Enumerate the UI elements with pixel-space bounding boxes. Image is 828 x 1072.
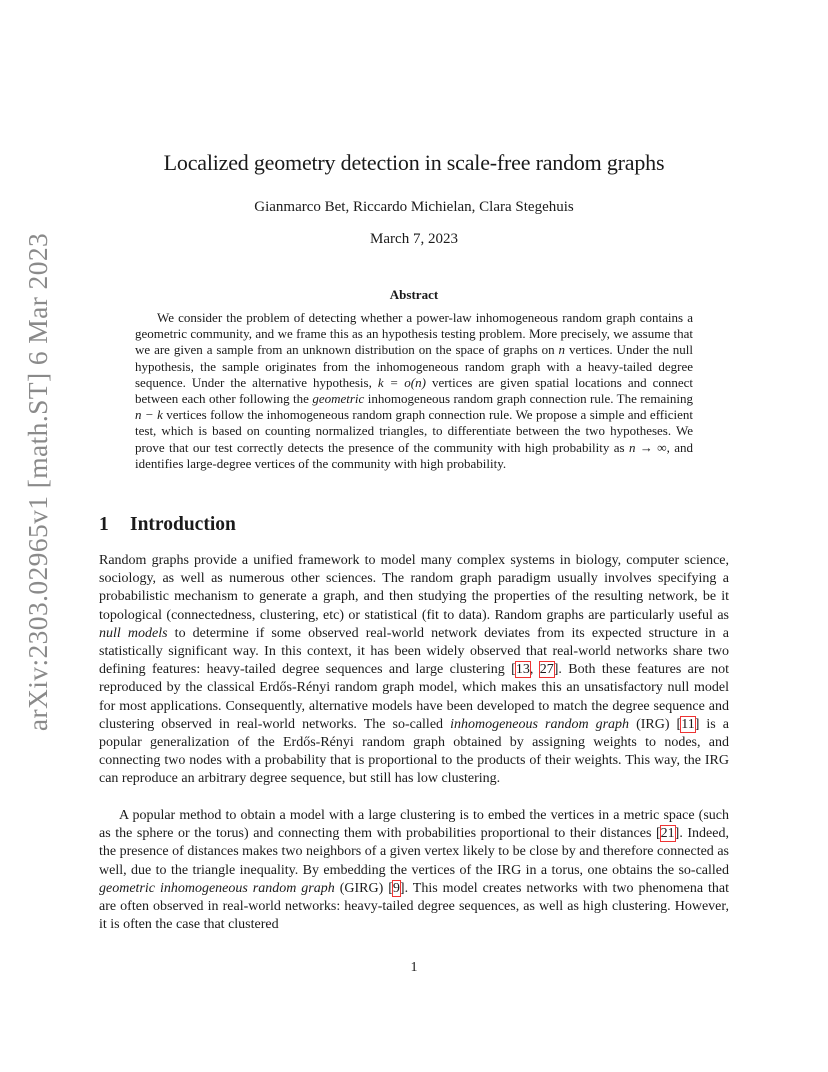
arxiv-identifier xyxy=(18,232,58,732)
paper-date: March 7, 2023 xyxy=(370,231,458,247)
math-n-minus-k: n − k xyxy=(135,407,163,423)
citation-link[interactable]: 13 xyxy=(515,662,530,678)
citation-link[interactable]: 11 xyxy=(681,716,695,732)
abstract-body: We consider the problem of detecting whether a power-law inhomogeneous random graph contains a geometric community, and we frame this as an hypothesis testing problem. More precisely, we assume that we are given a sample from an unknown distribution on the space of graphs on n vertices. Under the null hypothesis, the sample originates from the inhomogeneous random graph with a heavy-tailed degree sequence. Under the alternative hypothesis, k = o(n) vertices are given spatial locations and connect between each other following the geometric inhomogeneous random graph connection rule. The remaining n − k vertices follow the inhomogeneous random graph connection rule. We propose a simple and efficient test, which is based on counting normalized triangles, to differentiate between the two hypotheses. We prove that our test correctly detects the presence of the community with high probability as n → ∞, and identifies large-degree vertices of the community with high probability. xyxy=(135,310,694,471)
math-k: k = o(n) xyxy=(377,374,426,390)
page-number: 1 xyxy=(410,960,418,975)
abstract-heading: Abstract xyxy=(389,287,439,302)
paper-title: Localized geometry detection in scale-free random graphs xyxy=(163,150,665,175)
citation-link[interactable]: 21 xyxy=(660,826,675,842)
paper-authors: Gianmarco Bet, Riccardo Michielan, Clara Stegehuis xyxy=(254,199,574,215)
intro-paragraph-2: A popular method to obtain a model with a large clustering is to embed the vertices in a metric space (such as the sphere or the torus) and connecting them with probabilities proportional to their distances [21]. Indeed, the presence of distances makes two neighbors of a given vertex likely to be close by and therefore connected as well, due to the triangle inequality. By embedding the vertices of the IRG in a torus, one obtains the so-called geometric inhomogeneous random graph (GIRG) [9]. This model creates networks with two phenomena that are often observed in real-world networks: heavy-tailed degree sequences, as well as high clustering. However, it is often the case that clustered xyxy=(99,808,729,933)
section-number: 1 xyxy=(99,514,109,535)
math-limit: n → ∞ xyxy=(629,439,667,455)
intro-paragraph-1: Random graphs provide a unified framework to model many complex systems in biology, computer science, sociology, as well as numerous other sciences. The random graph paradigm usually involves specifying a probabilistic mechanism to generate a graph, and then studying the properties of the resulting network, be it topological (connectedness, clustering, etc) or statistical (fit to data). Random graphs are particularly useful as null models to determine if some observed real-world network deviates from its expected structure in a statistically significant way. In this context, it has been widely observed that real-world networks share two defining features: heavy-tailed degree sequences and large clustering [13, 27]. Both these features are not reproduced by the classical Erdős-Rényi random graph model, which makes this an unsatisfactory null model for most applications. Consequently, alternative models have been developed to match the degree sequence and clustering observed in real-world networks. The so-called inhomogeneous random graph (IRG) [11] is a popular generalization of the Erdős-Rényi random graph obtained by assigning weights to nodes, and connecting two nodes with a probability that is proportional to the products of their weights. This way, the IRG can reproduce an arbitrary degree sequence, but still has low clustering. xyxy=(99,553,729,787)
section-title: Introduction xyxy=(130,514,236,535)
arxiv-identifier-text: arXiv:2303.02965v1 [math.ST] 6 Mar 2023 xyxy=(22,232,54,732)
section-heading xyxy=(99,514,236,536)
citation-link[interactable]: 9 xyxy=(392,880,400,896)
citation-link[interactable]: 27 xyxy=(539,662,554,678)
